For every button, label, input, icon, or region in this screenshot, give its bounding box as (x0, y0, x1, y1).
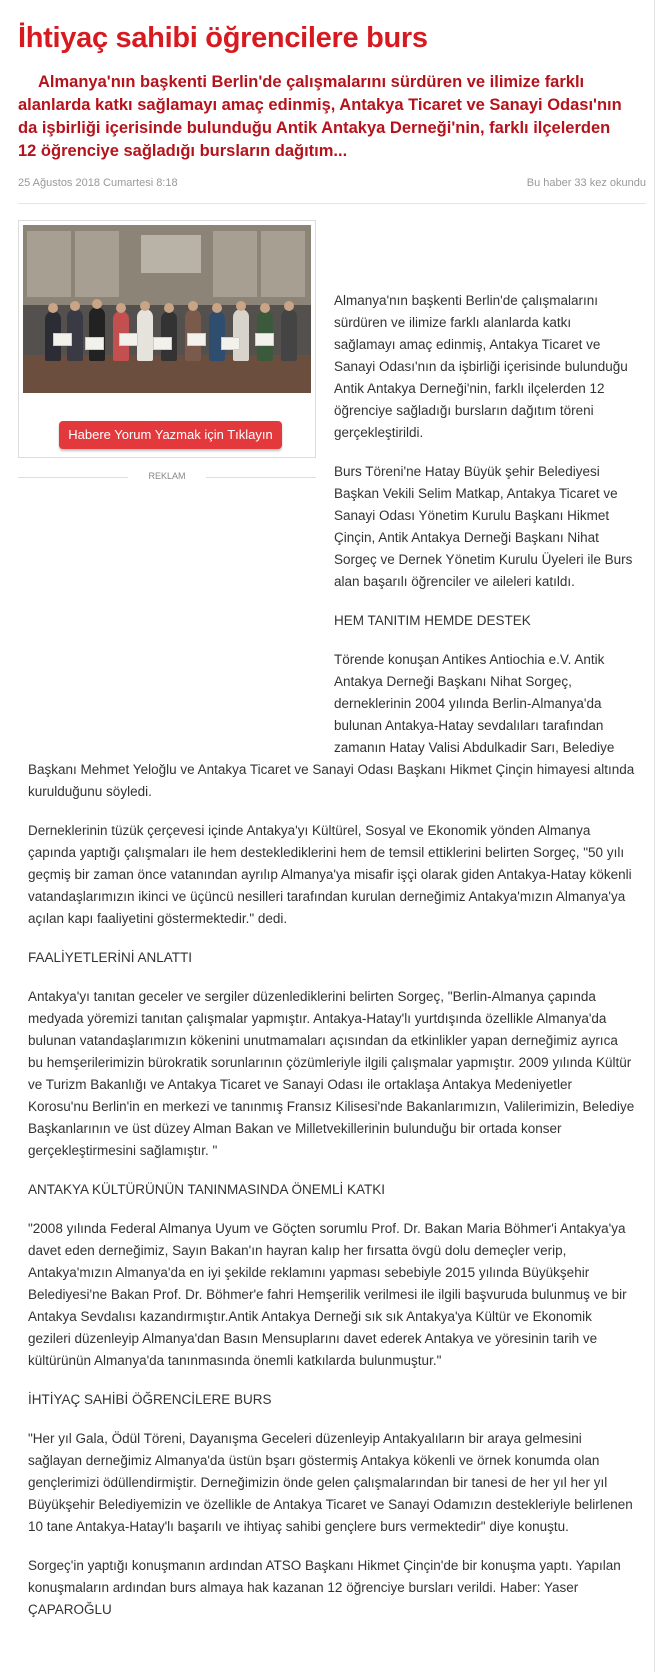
paragraph: "Her yıl Gala, Ödül Töreni, Dayanışma Geceleri düzenleyip Antakyalıların bir araya gelmesini sağlayan derneğimiz Almanya'da üstün bşarı göstermiş Antakya kökenli ve örnek konumda olan gençlerimizi ödüllendirmiştir. Derneğimizin önde gelen çalışmalarından bir tanesi de her yıl her yıl Büyükşehir Belediyemizin ve özellikle de Antakya Ticaret ve Sanayi Odamızın destekleriyle belirlenen 10 tane Antakya-Hatay'lı başarılı ve ihtiyaç sahibi gençlere burs vermektedir" diye konuştu. (28, 1431, 633, 1534)
paragraph: Burs Töreni'ne Hatay Büyük şehir Belediyesi Başkan Vekili Selim Matkap, Antakya Ticaret ve Sanayi Odası Yönetim Kurulu Başkanı Hikmet Çinçin, Antik Antakya Derneği Başkanı Nihat Sorgeç ve Dernek Yönetim Kurulu Üyeleri ile Burs alan başarılı öğrenciler ve aileleri katıldı. (334, 464, 633, 589)
paragraph: Törende konuşan Antikes Antiochia e.V. Antik Antakya Derneği Başkanı Nihat Sorgeç, derneklerinin 2004 yılında Berlin-Almanya'da bulunan Antakya-Hatay sevdalıları tarafından zamanın Hatay Valisi Abdulkadir Sarı, Belediye Başkanı Mehmet Yeloğlu ve Antakya Ticaret ve Sanayi Odası Başkanı Hikmet Çinçin himayesi altında kurulduğunu söyledi. (28, 652, 635, 799)
paragraph: Almanya'nın başkenti Berlin'de çalışmalarını sürdüren ve ilimize farklı alanlarda katkı sağlamayı amaç edinmiş, Antakya Ticaret ve Sanayi Odası'nın da işbirliği içerisinde bulunduğu Antik Antakya Derneği'nin, farklı ilçelerden 12 öğrenciye sağladığı bursların dağıtım töreni gerçekleştirildi. (334, 293, 628, 440)
paragraph: Sorgeç'in yaptığı konuşmanın ardından ATSO Başkanı Hikmet Çinçin'de bir konuşma yaptı. Yapılan konuşmaların ardından burs almaya hak kazanan 12 öğrenciye bursları verildi. Haber: Yaser ÇAPAROĞLU (28, 1558, 621, 1617)
read-count: Bu haber 33 kez okundu (526, 177, 646, 189)
page-title: İhtiyaç sahibi öğrencilere burs (18, 22, 428, 54)
subheading: FAALİYETLERİNİ ANLATTI (28, 950, 193, 965)
subheading: HEM TANITIM HEMDE DESTEK (334, 613, 531, 628)
article-body (28, 290, 636, 1638)
paragraph: "2008 yılında Federal Almanya Uyum ve Göçten sorumlu Prof. Dr. Bakan Maria Böhmer'i Antakya'ya davet eden derneğimiz, Sayın Bakan'ın hayran kalıp her fırsatta övgü dolu demeçler verip, Antakya'mızın Almanya'da en iyi şekilde reklamını yapması sebebiyle 2015 yılında Büyükşehir Belediyesi'ne Bakan Prof. Dr. Böhmer'e fahri Hemşerilik verilmesi ile ilgili başvuruda bulunmuş ve bir Antakya Sevdalısı kazandırmıştır.Antik Antakya Derneği sık sık Antakya'ya Kültür ve Ekonomik gezileri düzenleyip Almanya'dan Basın Mensuplarını davet ederek Antakya ve yöresinin tarih ve kültürünün Almanya'da tanınmasında önemli katkılarda bulunmuştur." (28, 1221, 627, 1368)
subheading: ANTAKYA KÜLTÜRÜNÜN TANINMASINDA ÖNEMLİ KATKI (28, 1182, 386, 1197)
paragraph: Derneklerinin tüzük çerçevesi içinde Antakya'yı Kültürel, Sosyal ve Ekonomik yönden Almanya çapında yaptığı çalışmaları ile hem desteklediklerini hem de temsil ettiklerini belirten Sorgeç, "50 yılı geçmiş bir zaman önce vatanından ayrılıp Almanya'ya misafir işçi olarak giden Antakya-Hatay kökenli vatandaşlarımızın ikinci ve üçüncü nesilleri tarafından kurulan derneğimiz Antakya'mızın Almanya'ya açılan kapı faaliyetini göstermektedir." dedi. (28, 823, 632, 926)
paragraph: Antakya'yı tanıtan geceler ve sergiler düzenlediklerini belirten Sorgeç, "Berlin-Almanya çapında medyada yöremizi tanıtan çalışmalar yapmıştır. Antakya-Hatay'lı yurtdışında özellikle Almanya'da bulunan vatandaşlarımızın kökenini unutmamaları açısından da etkinlikler yapan derneğimiz ayrıca bu hemşerilerimizin bürokratik sorunlarının çözümleriyle ilgili çalışmalar yapmıştır. 2009 yılında Kültür ve Turizm Bakanlığı ve Antakya Ticaret ve Sanayi Odası ile ortaklaşa Antakya Medeniyetler Korosu'nu Berlin'in en merkezi ve tanınmış Fransız Kilisesi'nde Bakanlarımızın, Valilerimizin, Belediye Başkanlarının ve üst düzey Alman Bakan ve Milletvekillerinin bulunduğu bir ortada konser gerçekleştirmesini sağlamıştır. " (28, 989, 635, 1158)
publish-date: 25 Ağustos 2018 Cumartesi 8:18 (18, 177, 178, 189)
news-meta (18, 177, 646, 204)
news-spot: Almanya'nın başkenti Berlin'de çalışmalarını sürdüren ve ilimize farklı alanlarda katkı sağlamayı amaç edinmiş, Antakya Ticaret ve Sanayi Odası'nın da işbirliği içerisinde bulunduğu Antik Antakya Derneği'nin, farklı ilçelerden 12 öğrenciye sağladığı bursların dağıtım... (18, 73, 622, 160)
comment-button[interactable]: Habere Yorum Yazmak için Tıklayın (59, 421, 282, 449)
ad-label: REKLAM (18, 471, 316, 483)
subheading: İHTİYAÇ SAHİBİ ÖĞRENCİLERE BURS (28, 1392, 272, 1407)
